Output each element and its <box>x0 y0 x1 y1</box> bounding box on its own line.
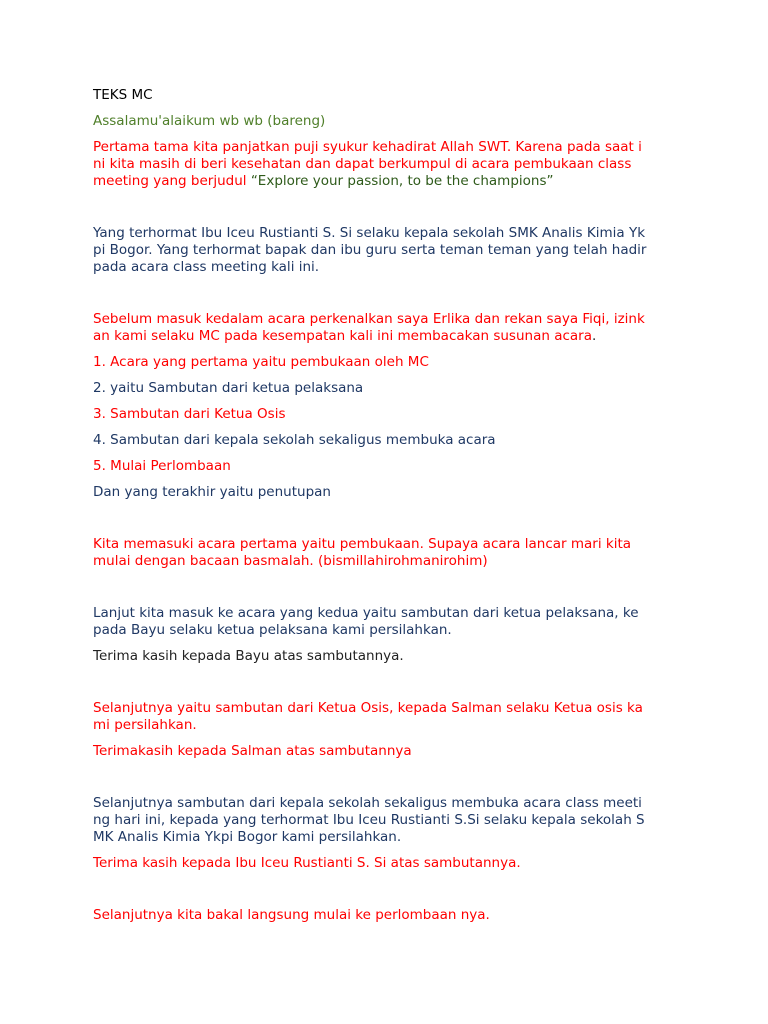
agenda-item-closing: Dan yang terakhir yaitu penutupan <box>93 484 331 500</box>
respect-line: pada acara class meeting kali ini. <box>93 259 320 275</box>
competition-start: Selanjutnya kita bakal langsung mulai ke perlombaan nya. <box>93 907 490 923</box>
osis-speech-paragraph <box>93 700 675 734</box>
chair-speech-paragraph <box>93 605 675 639</box>
agenda-item: 3. Sambutan dari Ketua Osis <box>93 406 286 422</box>
respect-paragraph <box>93 225 675 276</box>
greeting: Assalamu'alaikum wb wb (bareng) <box>93 113 326 129</box>
intro-line-period: . <box>592 328 597 344</box>
document-title: TEKS MC <box>93 87 153 103</box>
respect-line: Yang terhormat Ibu Iceu Rustianti S. Si selaku kepala sekolah SMK Analis Kimia Yk <box>93 225 646 241</box>
intro-line: Sebelum masuk kedalam acara perkenalkan saya Erlika dan rekan saya Fiqi, izink <box>93 311 645 327</box>
osis-speech-line: mi persilahkan. <box>93 717 197 733</box>
opening-act-line: mulai dengan bacaan basmalah. (bismillahirohmanirohim) <box>93 553 488 569</box>
opening-paragraph <box>93 139 675 190</box>
opening-line-prefix: meeting yang berjudul <box>93 173 251 189</box>
principal-thanks: Terima kasih kepada Ibu Iceu Rustianti S. Si atas sambutannya. <box>93 855 521 871</box>
respect-line: pi Bogor. Yang terhormat bapak dan ibu guru serta teman teman yang telah hadir <box>93 242 647 258</box>
chair-speech-line: pada Bayu selaku ketua pelaksana kami persilahkan. <box>93 622 452 638</box>
chair-thanks: Terima kasih kepada Bayu atas sambutannya. <box>93 648 404 664</box>
event-theme-quote: “Explore your passion, to be the champions” <box>250 173 554 189</box>
agenda-item: 4. Sambutan dari kepala sekolah sekaligus membuka acara <box>93 432 496 448</box>
principal-speech-line: Selanjutnya sambutan dari kepala sekolah sekaligus membuka acara class meeti <box>93 795 642 811</box>
agenda-item: 1. Acara yang pertama yaitu pembukaan oleh MC <box>93 354 429 370</box>
intro-line-text: an kami selaku MC pada kesempatan kali ini membacakan susunan acara <box>93 328 592 344</box>
opening-line <box>93 173 675 190</box>
agenda-item: 2. yaitu Sambutan dari ketua pelaksana <box>93 380 364 396</box>
principal-speech-line: ng hari ini, kepada yang terhormat Ibu Iceu Rustianti S.Si selaku kepala sekolah S <box>93 812 645 828</box>
opening-act-paragraph <box>93 536 675 570</box>
osis-speech-line: Selanjutnya yaitu sambutan dari Ketua Osis, kepada Salman selaku Ketua osis ka <box>93 700 643 716</box>
agenda-item: 5. Mulai Perlombaan <box>93 458 231 474</box>
principal-speech-paragraph <box>93 795 675 846</box>
chair-speech-line: Lanjut kita masuk ke acara yang kedua yaitu sambutan dari ketua pelaksana, ke <box>93 605 639 621</box>
opening-line: Pertama tama kita panjatkan puji syukur kehadirat Allah SWT. Karena pada saat i <box>93 139 642 155</box>
opening-act-line: Kita memasuki acara pertama yaitu pembukaan. Supaya acara lancar mari kita <box>93 536 632 552</box>
intro-paragraph <box>93 311 675 345</box>
principal-speech-line: MK Analis Kimia Ykpi Bogor kami persilahkan. <box>93 829 402 845</box>
opening-line: ni kita masih di beri kesehatan dan dapat berkumpul di acara pembukaan class <box>93 156 632 172</box>
osis-thanks: Terimakasih kepada Salman atas sambutannya <box>93 743 412 759</box>
document-body <box>93 87 675 924</box>
intro-line <box>93 328 675 345</box>
